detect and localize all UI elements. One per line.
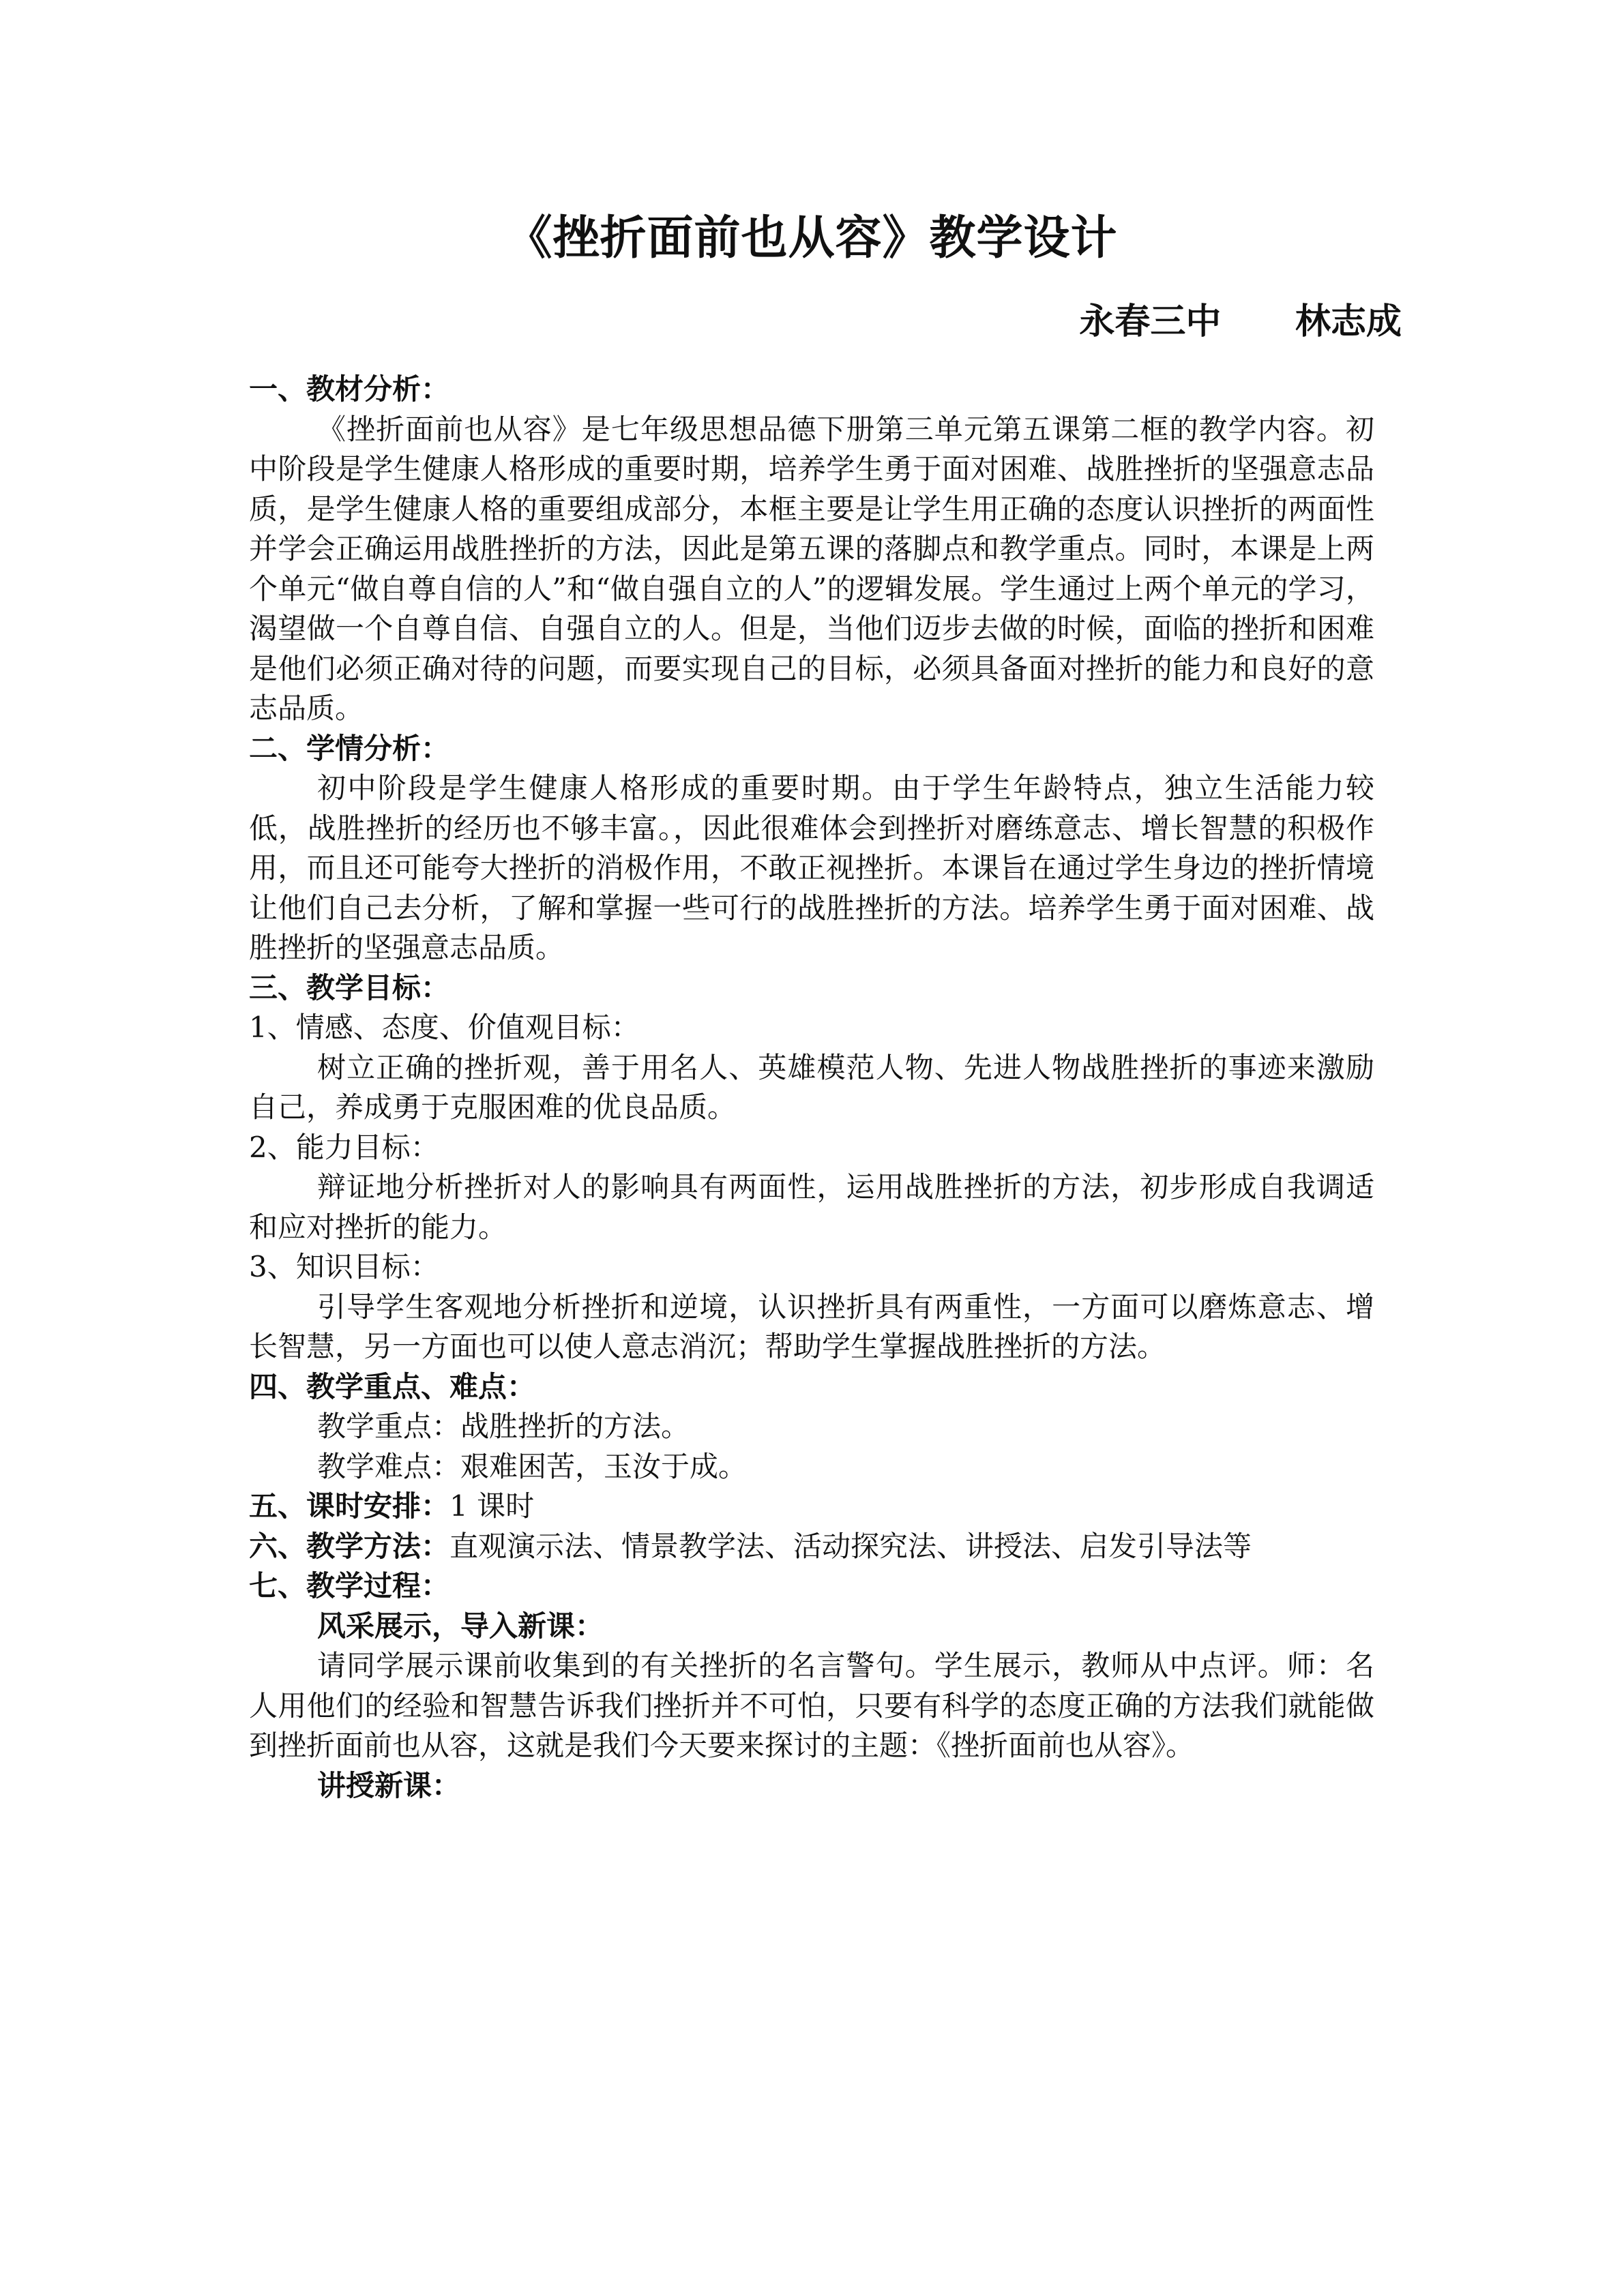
process-step-1-heading: 风采展示，导入新课：: [317, 1609, 604, 1643]
document-body: [249, 370, 1374, 1806]
section-heading-process: 七、教学过程：: [249, 1569, 450, 1602]
process-step-2-heading: 讲授新课：: [317, 1768, 461, 1802]
objective-1-label: 1、情感、态度、价值观目标：: [249, 1011, 640, 1044]
section-heading-methods: 六、教学方法：: [249, 1529, 450, 1563]
section-methods: [249, 1527, 1374, 1567]
process-step-1-text: 请同学展示课前收集到的有关挫折的名言警句。学生展示，教师从中点评。师：名人用他们的经验和智慧告诉我们挫折并不可怕，只要有科学的态度正确的方法我们就能做到挫折面前也从容，这就是我们今天要来探讨的主题：《挫折面前也从容》。: [249, 1649, 1374, 1762]
key-point-difficulty: 教学难点：艰难困苦，玉汝于成。: [317, 1449, 748, 1483]
section-heading-key-points: 四、教学重点、难点：: [249, 1369, 536, 1403]
objective-1-text: 树立正确的挫折观，善于用名人、英雄模范人物、先进人物战胜挫折的事迹来激励自己，养成勇于克服困难的优良品质。: [249, 1050, 1374, 1124]
methods-value: 直观演示法、情景教学法、活动探究法、讲授法、启发引导法等: [449, 1529, 1252, 1563]
author-line: 永春三中 林志成: [1079, 301, 1402, 342]
section-heading-materials: 一、教材分析：: [249, 372, 450, 406]
objective-2-label: 2、能力目标：: [249, 1130, 439, 1164]
objective-2-text: 辩证地分析挫折对人的影响具有两面性，运用战胜挫折的方法，初步形成自我调适和应对挫折的能力。: [249, 1170, 1374, 1244]
objective-3-label: 3、知识目标：: [249, 1250, 439, 1283]
section-schedule: [249, 1487, 1374, 1527]
section-heading-schedule: 五、课时安排：: [249, 1489, 450, 1523]
section-heading-students: 二、学情分析：: [249, 731, 450, 765]
materials-analysis-text: 《挫折面前也从容》是七年级思想品德下册第三单元第五课第二框的教学内容。初中阶段是学生健康人格形成的重要时期，培养学生勇于面对困难、战胜挫折的坚强意志品质，是学生健康人格的重要组成部分，本框主要是让学生用正确的态度认识挫折的两面性并学会正确运用战胜挫折的方法，因此是第五课的落脚点和教学重点。同时，本课是上两个单元“做自尊自信的人”和“做自强自立的人”的逻辑发展。学生通过上两个单元的学习，渴望做一个自尊自信、自强自立的人。但是，当他们迈步去做的时候，面临的挫折和困难是他们必须正确对待的问题，而要实现自己的目标，必须具备面对挫折的能力和良好的意志品质。: [249, 412, 1374, 725]
key-point-focus: 教学重点：战胜挫折的方法。: [317, 1410, 690, 1443]
objective-3-text: 引导学生客观地分析挫折和逆境，认识挫折具有两重性，一方面可以磨炼意志、增长智慧，另一方面也可以使人意志消沉；帮助学生掌握战胜挫折的方法。: [249, 1289, 1374, 1363]
student-analysis-text: 初中阶段是学生健康人格形成的重要时期。由于学生年龄特点，独立生活能力较低，战胜挫折的经历也不够丰富。，因此很难体会到挫折对磨练意志、增长智慧的积极作用，而且还可能夸大挫折的消极作用，不敢正视挫折。本课旨在通过学生身边的挫折情境让他们自己去分析，了解和掌握一些可行的战胜挫折的方法。培养学生勇于面对困难、战胜挫折的坚强意志品质。: [249, 771, 1374, 964]
section-heading-objectives: 三、教学目标：: [249, 970, 450, 1004]
schedule-value: 1 课时: [449, 1489, 535, 1523]
document-title: 《挫折面前也从容》教学设计: [505, 211, 1118, 265]
